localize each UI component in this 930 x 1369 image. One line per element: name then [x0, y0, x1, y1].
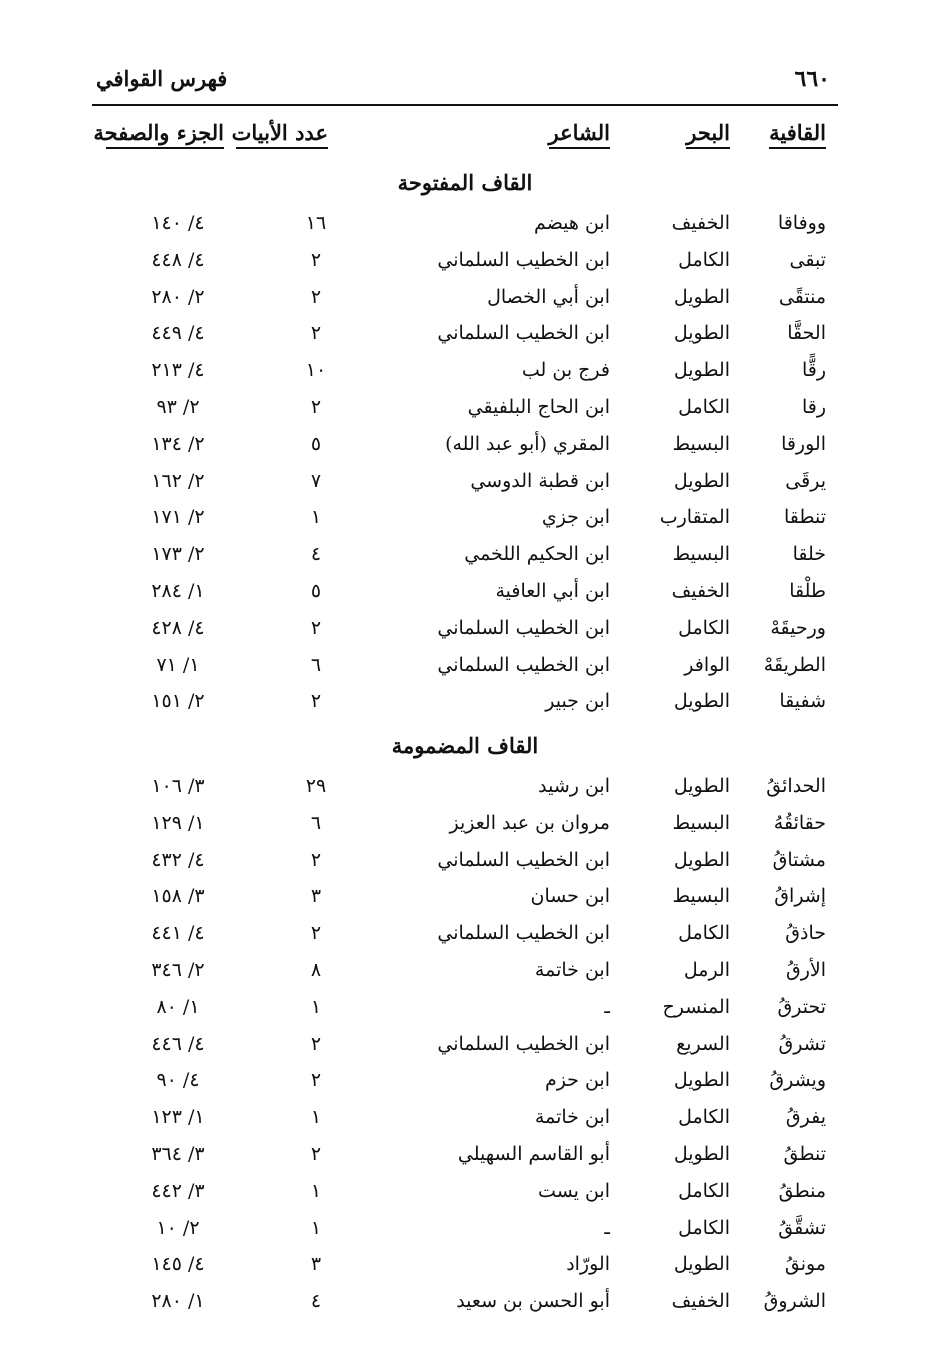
table-row [0, 466, 930, 503]
poet-cell: فرج بن لب [521, 359, 610, 382]
volume-page-cell: ٤/ ٤٤٦ [151, 1032, 205, 1055]
verse-count-cell: ٢ [310, 616, 322, 639]
volume-page-cell: ٤/ ٤٣٢ [151, 848, 205, 871]
table-row [0, 845, 930, 882]
meter-cell: الطويل [673, 285, 730, 308]
meter-cell: الكامل [678, 1179, 730, 1202]
section-rows-qaf-madmuma [0, 771, 930, 1323]
poet-cell: ابن قطبة الدوسي [470, 469, 610, 492]
rhyme-cell: الحقَّا [787, 322, 826, 345]
volume-page-cell: ٣/ ١٠٦ [151, 775, 205, 797]
table-row [0, 355, 930, 392]
rhyme-cell: إشراقُ [774, 885, 826, 908]
meter-cell: الطويل [673, 775, 730, 797]
volume-page-cell: ٤/ ٤٤٩ [151, 322, 205, 345]
volume-page-cell: ٢/ ١٣٤ [151, 432, 205, 455]
poet-cell: أبو القاسم السهيلي [457, 1142, 610, 1165]
table-row [0, 576, 930, 613]
table-row [0, 208, 930, 245]
poet-cell: ابن خاتمة [534, 958, 610, 981]
rhyme-cell: تشقَّقُ [778, 1216, 826, 1239]
poet-cell: ابن الخطيب السلماني [437, 1032, 610, 1055]
poet-cell: أبو الحسن بن سعيد [456, 1290, 610, 1313]
verse-count-cell: ٣ [310, 1253, 322, 1276]
table-row [0, 808, 930, 845]
rhyme-cell: مشتاقُ [772, 848, 826, 871]
volume-page-cell: ٣/ ١٥٨ [151, 885, 205, 908]
meter-cell: الوافر [684, 653, 730, 676]
column-header-meter: البحر [686, 120, 730, 149]
meter-cell: السريع [676, 1032, 730, 1055]
volume-page-cell: ٣/ ٣٦٤ [151, 1142, 205, 1165]
table-row [0, 955, 930, 992]
meter-cell: الكامل [678, 1216, 730, 1239]
rhyme-cell: تنطقا [783, 506, 826, 529]
table-row [0, 318, 930, 355]
volume-page-cell: ٣/ ٤٤٢ [151, 1179, 205, 1202]
volume-page-cell: ١/ ٧١ [156, 653, 200, 676]
poet-cell: ابن يست [538, 1179, 610, 1202]
rhyme-cell: تبقى [789, 248, 826, 271]
rhyme-cell: حقائقُهُ [773, 811, 826, 834]
volume-page-cell: ٤/ ٤٢٨ [151, 616, 205, 639]
meter-cell: الكامل [678, 248, 730, 271]
rhyme-cell: ويشرقُ [769, 1069, 826, 1092]
poet-cell: ـ [604, 995, 610, 1018]
rhyme-cell: الشروقُ [763, 1290, 826, 1313]
volume-page-cell: ٢/ ١٦٢ [151, 469, 205, 492]
column-header-rhyme: القافية [769, 120, 826, 149]
poet-cell: ابن أبي العافية [495, 579, 610, 602]
volume-page-cell: ٤/ ٢١٣ [151, 359, 205, 382]
rhyme-cell: رقا [801, 395, 826, 418]
poet-cell: ابن الحاج البلفيقي [467, 395, 610, 418]
meter-cell: الطويل [673, 359, 730, 382]
meter-cell: الكامل [678, 616, 730, 639]
meter-cell: الخفيف [671, 212, 730, 234]
table-row [0, 686, 930, 723]
table-row [0, 539, 930, 576]
rhyme-cell: يرقَى [785, 469, 826, 492]
meter-cell: الطويل [673, 1142, 730, 1165]
meter-cell: البسيط [672, 811, 730, 834]
verse-count-cell: ٢ [310, 690, 322, 713]
table-row [0, 282, 930, 319]
verse-count-cell: ٢ [310, 1142, 322, 1165]
meter-cell: البسيط [672, 885, 730, 908]
meter-cell: المتقارب [659, 506, 730, 529]
table-row [0, 1029, 930, 1066]
rhyme-cell: الورقا [781, 432, 826, 455]
verse-count-cell: ٦ [310, 653, 322, 676]
rhyme-cell: يفرقُ [785, 1106, 826, 1129]
rhyme-cell: تحترقُ [777, 995, 826, 1018]
verse-count-cell: ٨ [310, 958, 322, 981]
table-row [0, 429, 930, 466]
meter-cell: الطويل [673, 848, 730, 871]
meter-cell: الطويل [673, 469, 730, 492]
meter-cell: الكامل [678, 922, 730, 945]
rhyme-cell: ورحيقَهْ [770, 616, 826, 639]
volume-page-cell: ١/ ٢٨٠ [151, 1290, 205, 1313]
column-header-volume-page: الجزء والصفحة [106, 120, 224, 149]
column-headers [0, 120, 930, 156]
table-row [0, 245, 930, 282]
poet-cell: المقري (أبو عبد الله) [445, 432, 610, 455]
table-row [0, 992, 930, 1029]
volume-page-cell: ٢/ ١٧١ [151, 506, 205, 529]
verse-count-cell: ٢ [310, 922, 322, 945]
rhyme-cell: حاذقُ [785, 922, 826, 945]
verse-count-cell: ٦ [310, 811, 322, 834]
rhyme-cell: رقًّا [801, 359, 826, 382]
table-row [0, 650, 930, 687]
rhyme-cell: منطقُ [778, 1179, 826, 1202]
volume-page-cell: ٢/ ٣٤٦ [151, 958, 205, 981]
verse-count-cell: ٤ [310, 543, 322, 566]
page-number: ٦٦٠ [794, 66, 830, 92]
verse-count-cell: ١ [310, 506, 322, 529]
poet-cell: ابن هيضم [534, 212, 610, 234]
running-title: فهرس القوافي [96, 66, 228, 91]
volume-page-cell: ٤/ ١٤٠ [151, 212, 205, 234]
meter-cell: البسيط [672, 543, 730, 566]
column-header-poet: الشاعر [549, 120, 610, 149]
verse-count-cell: ١ [310, 995, 322, 1018]
poet-cell: ابن الحكيم اللخمي [464, 543, 610, 566]
verse-count-cell: ٥ [310, 432, 322, 455]
volume-page-cell: ١/ ١٢٣ [151, 1106, 205, 1129]
verse-count-cell: ٢٩ [305, 775, 327, 797]
verse-count-cell: ١٦ [305, 212, 327, 234]
poet-cell: ابن جبير [545, 690, 610, 713]
poet-cell: ـ [604, 1216, 610, 1239]
verse-count-cell: ٣ [310, 885, 322, 908]
volume-page-cell: ٤/ ٩٠ [156, 1069, 200, 1092]
meter-cell: الطويل [673, 322, 730, 345]
volume-page-cell: ١/ ٢٨٤ [151, 579, 205, 602]
table-row [0, 1102, 930, 1139]
table-row [0, 918, 930, 955]
volume-page-cell: ٤/ ١٤٥ [151, 1253, 205, 1276]
poet-cell: ابن الخطيب السلماني [437, 322, 610, 345]
volume-page-cell: ١/ ٨٠ [156, 995, 200, 1018]
volume-page-cell: ٤/ ٤٤١ [151, 922, 205, 945]
poet-cell: ابن الخطيب السلماني [437, 922, 610, 945]
poet-cell: ابن حزم [544, 1069, 610, 1092]
verse-count-cell: ٢ [310, 285, 322, 308]
poet-cell: ابن رشيد [538, 775, 610, 797]
poet-cell: ابن جزي [541, 506, 610, 529]
rhyme-cell: مونقُ [784, 1253, 826, 1276]
verse-count-cell: ٢ [310, 1069, 322, 1092]
volume-page-cell: ١/ ١٢٩ [151, 811, 205, 834]
column-header-verse-count: عدد الأبيات [236, 120, 328, 149]
table-row [0, 1065, 930, 1102]
meter-cell: البسيط [672, 432, 730, 455]
volume-page-cell: ٢/ ١٧٣ [151, 543, 205, 566]
verse-count-cell: ١٠ [305, 359, 327, 382]
poet-cell: ابن الخطيب السلماني [437, 848, 610, 871]
volume-page-cell: ٤/ ٤٤٨ [151, 248, 205, 271]
table-row [0, 613, 930, 650]
rhyme-cell: طلْقا [789, 579, 826, 602]
table-row [0, 771, 930, 808]
meter-cell: الكامل [678, 1106, 730, 1129]
rhyme-cell: الطريقَهْ [763, 653, 826, 676]
meter-cell: الخفيف [671, 579, 730, 602]
section-rows-qaf-maftuha [0, 208, 930, 723]
rhyme-cell: خلقا [792, 543, 826, 566]
table-row [0, 392, 930, 429]
verse-count-cell: ٤ [310, 1290, 322, 1313]
table-row [0, 1213, 930, 1250]
verse-count-cell: ٥ [310, 579, 322, 602]
poet-cell: ابن خاتمة [534, 1106, 610, 1129]
volume-page-cell: ٢/ ٢٨٠ [151, 285, 205, 308]
rhyme-cell: شفيقا [779, 690, 826, 713]
verse-count-cell: ٧ [310, 469, 322, 492]
verse-count-cell: ١ [310, 1179, 322, 1202]
volume-page-cell: ٢/ ١٥١ [151, 690, 205, 713]
meter-cell: الرمل [683, 958, 730, 981]
verse-count-cell: ٢ [310, 248, 322, 271]
rhyme-cell: الأرقُ [785, 958, 826, 981]
table-row [0, 1139, 930, 1176]
rhyme-cell: تنطقُ [783, 1142, 826, 1165]
meter-cell: المنسرح [662, 995, 730, 1018]
rhyme-cell: تشرقُ [778, 1032, 826, 1055]
meter-cell: الطويل [673, 1069, 730, 1092]
meter-cell: الطويل [673, 690, 730, 713]
page-header [92, 64, 838, 106]
poet-cell: الورّاد [566, 1253, 610, 1276]
rhyme-cell: الحدائقُ [766, 775, 826, 797]
table-row [0, 1176, 930, 1213]
poet-cell: ابن حسان [530, 885, 610, 908]
verse-count-cell: ٢ [310, 848, 322, 871]
table-row [0, 502, 930, 539]
poet-cell: ابن أبي الخصال [487, 285, 610, 308]
table-row [0, 1286, 930, 1323]
table-row [0, 1249, 930, 1286]
rhyme-cell: ووفاقا [777, 212, 826, 234]
meter-cell: الخفيف [671, 1290, 730, 1313]
section-title-qaf-madmuma: القاف المضمومة [391, 733, 539, 758]
verse-count-cell: ٢ [310, 1032, 322, 1055]
verse-count-cell: ١ [310, 1216, 322, 1239]
meter-cell: الكامل [678, 395, 730, 418]
verse-count-cell: ١ [310, 1106, 322, 1129]
volume-page-cell: ٢/ ١٠ [156, 1216, 200, 1239]
section-title-qaf-maftuha: القاف المفتوحة [397, 170, 533, 195]
poet-cell: ابن الخطيب السلماني [437, 616, 610, 639]
meter-cell: الطويل [673, 1253, 730, 1276]
rhyme-cell: منتقًى [778, 285, 826, 308]
verse-count-cell: ٢ [310, 322, 322, 345]
volume-page-cell: ٢/ ٩٣ [156, 395, 200, 418]
table-row [0, 881, 930, 918]
verse-count-cell: ٢ [310, 395, 322, 418]
poet-cell: مروان بن عبد العزيز [449, 811, 610, 834]
poet-cell: ابن الخطيب السلماني [437, 248, 610, 271]
poet-cell: ابن الخطيب السلماني [437, 653, 610, 676]
